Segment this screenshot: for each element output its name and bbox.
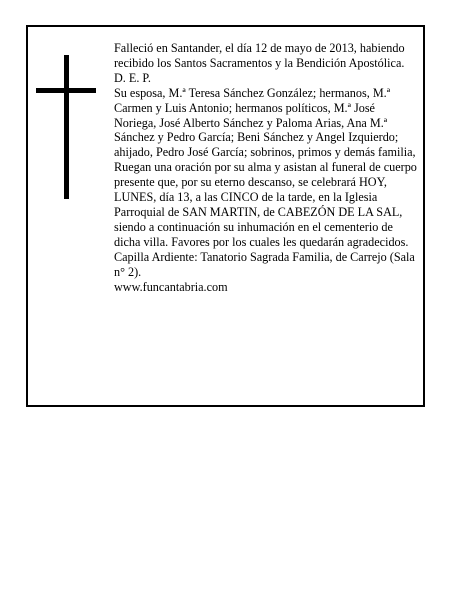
cross-horizontal-bar [36,88,96,93]
rest-in-peace: D. E. P. [114,70,151,85]
obituary-text [114,41,420,294]
cross-icon [36,55,96,199]
funeral-details: Ruegan una oración por su alma y asistan al funeral de cuerpo presente que, por su eterno descanso, se celebrará HOY, LUNES, día 13, a las CINCO de la tarde, en la Iglesia Parroquial de SAN MARTIN, de CABEZÓN DE LA SAL, siendo a continuación su inhumación en el cementerio de dicha villa. Favores por los cuales les quedarán agradecidos. Capilla Ardiente: Tanatorio Sagrada Familia, de Carrejo (Sala n° 2). [114,160,417,279]
death-announcement: Falleció en Santander, el día 12 de mayo de 2013, habiendo recibido los Santos Sacramentos y la Bendición Apostólica. [114,41,405,70]
cross-vertical-bar [64,55,69,199]
family-list: Su esposa, M.ª Teresa Sánchez González; hermanos, M.ª Carmen y Luis Antonio; hermanos políticos, M.ª José Noriega, José Alberto Sánchez y Paloma Arias, Ana M.ª Sánchez y Pedro García; Beni Sánchez y Angel Izquierdo; ahijado, Pedro José García; sobrinos, primos y demás familia, [114,85,416,160]
obituary-notice [26,25,425,407]
website-link[interactable]: www.funcantabria.com [114,279,228,294]
